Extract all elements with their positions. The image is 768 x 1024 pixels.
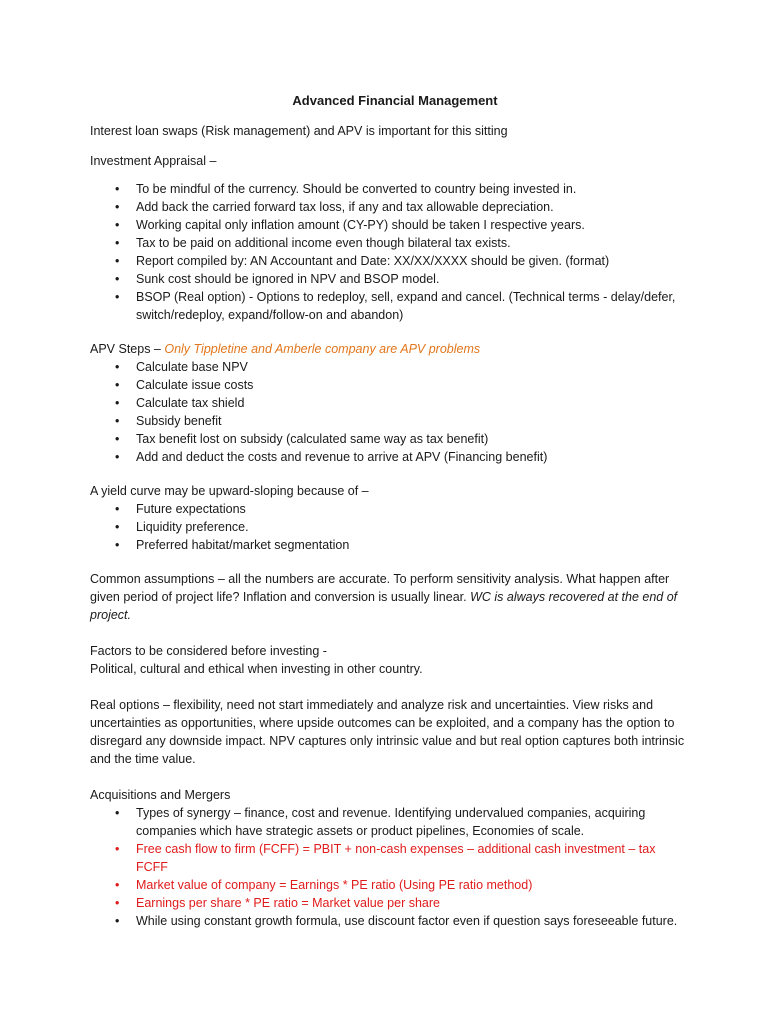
document-page xyxy=(90,92,690,930)
list-item: • Subsidy benefit xyxy=(90,412,690,430)
list-item: • Tax benefit lost on subsidy (calculated same way as tax benefit) xyxy=(90,430,690,448)
list-item: • Liquidity preference. xyxy=(90,518,690,536)
assumptions-paragraph xyxy=(90,570,690,624)
list-item: • Calculate base NPV xyxy=(90,358,690,376)
apv-note: Only Tippletine and Amberle company are APV problems xyxy=(164,342,481,356)
list-item: • Add and deduct the costs and revenue to arrive at APV (Financing benefit) xyxy=(90,448,690,466)
list-item: • While using constant growth formula, use discount factor even if question says foreseeable future. xyxy=(90,912,690,930)
list-item: • BSOP (Real option) - Options to redeploy, sell, expand and cancel. (Technical terms - delay/defer, switch/redeploy, expand/follow-on and abandon) xyxy=(90,288,690,324)
list-item: • Calculate issue costs xyxy=(90,376,690,394)
list-item: • Tax to be paid on additional income even though bilateral tax exists. xyxy=(90,234,690,252)
apv-steps-label: APV Steps – xyxy=(90,342,165,356)
investment-appraisal-heading: Investment Appraisal – xyxy=(90,154,217,168)
yield-curve-heading: A yield curve may be upward-sloping because of – xyxy=(90,484,369,498)
apv-steps-list xyxy=(90,358,690,466)
list-item: • Calculate tax shield xyxy=(90,394,690,412)
real-options-paragraph: Real options – flexibility, need not start immediately and analyze risk and uncertainties. View risks and uncertainties as opportunities, where upside outcomes can be exploited, and a company has the option to disregard any downside impact. NPV captures only intrinsic value and but real option captures both intrinsic and the time value. xyxy=(90,698,685,766)
list-item: • Preferred habitat/market segmentation xyxy=(90,536,690,554)
list-item-highlight: • Market value of company = Earnings * PE ratio (Using PE ratio method) xyxy=(90,876,690,894)
list-item: • Future expectations xyxy=(90,500,690,518)
list-item: • Types of synergy – finance, cost and revenue. Identifying undervalued companies, acquiring companies which have strategic assets or product pipelines, Economies of scale. xyxy=(90,804,690,840)
list-item-highlight: • Earnings per share * PE ratio = Market value per share xyxy=(90,894,690,912)
yield-curve-list xyxy=(90,500,690,554)
apv-steps-heading xyxy=(90,340,690,358)
factors-detail: Political, cultural and ethical when investing in other country. xyxy=(90,662,423,676)
list-item: • Sunk cost should be ignored in NPV and BSOP model. xyxy=(90,270,690,288)
list-item-highlight: • Free cash flow to firm (FCFF) = PBIT + non-cash expenses – additional cash investment – tax FCFF xyxy=(90,840,690,876)
assumptions-text: Common assumptions – all the numbers are accurate. To perform sensitivity analysis. What happen after given period of project life? Inflation and conversion is usually linear. xyxy=(90,572,670,604)
list-item: • Add back the carried forward tax loss, if any and tax allowable depreciation. xyxy=(90,198,690,216)
acquisitions-heading: Acquisitions and Mergers xyxy=(90,788,231,802)
list-item: • To be mindful of the currency. Should be converted to country being invested in. xyxy=(90,180,690,198)
list-item: • Report compiled by: AN Accountant and Date: XX/XX/XXXX should be given. (format) xyxy=(90,252,690,270)
assumptions-italic: WC is always recovered at the end of project. xyxy=(90,590,678,622)
intro-line: Interest loan swaps (Risk management) and APV is important for this sitting xyxy=(90,124,508,138)
list-item: • Working capital only inflation amount (CY-PY) should be taken I respective years. xyxy=(90,216,690,234)
factors-heading: Factors to be considered before investing - xyxy=(90,644,327,658)
acquisitions-list xyxy=(90,804,690,930)
document-title: Advanced Financial Management xyxy=(292,93,498,108)
investment-appraisal-list xyxy=(90,180,690,324)
